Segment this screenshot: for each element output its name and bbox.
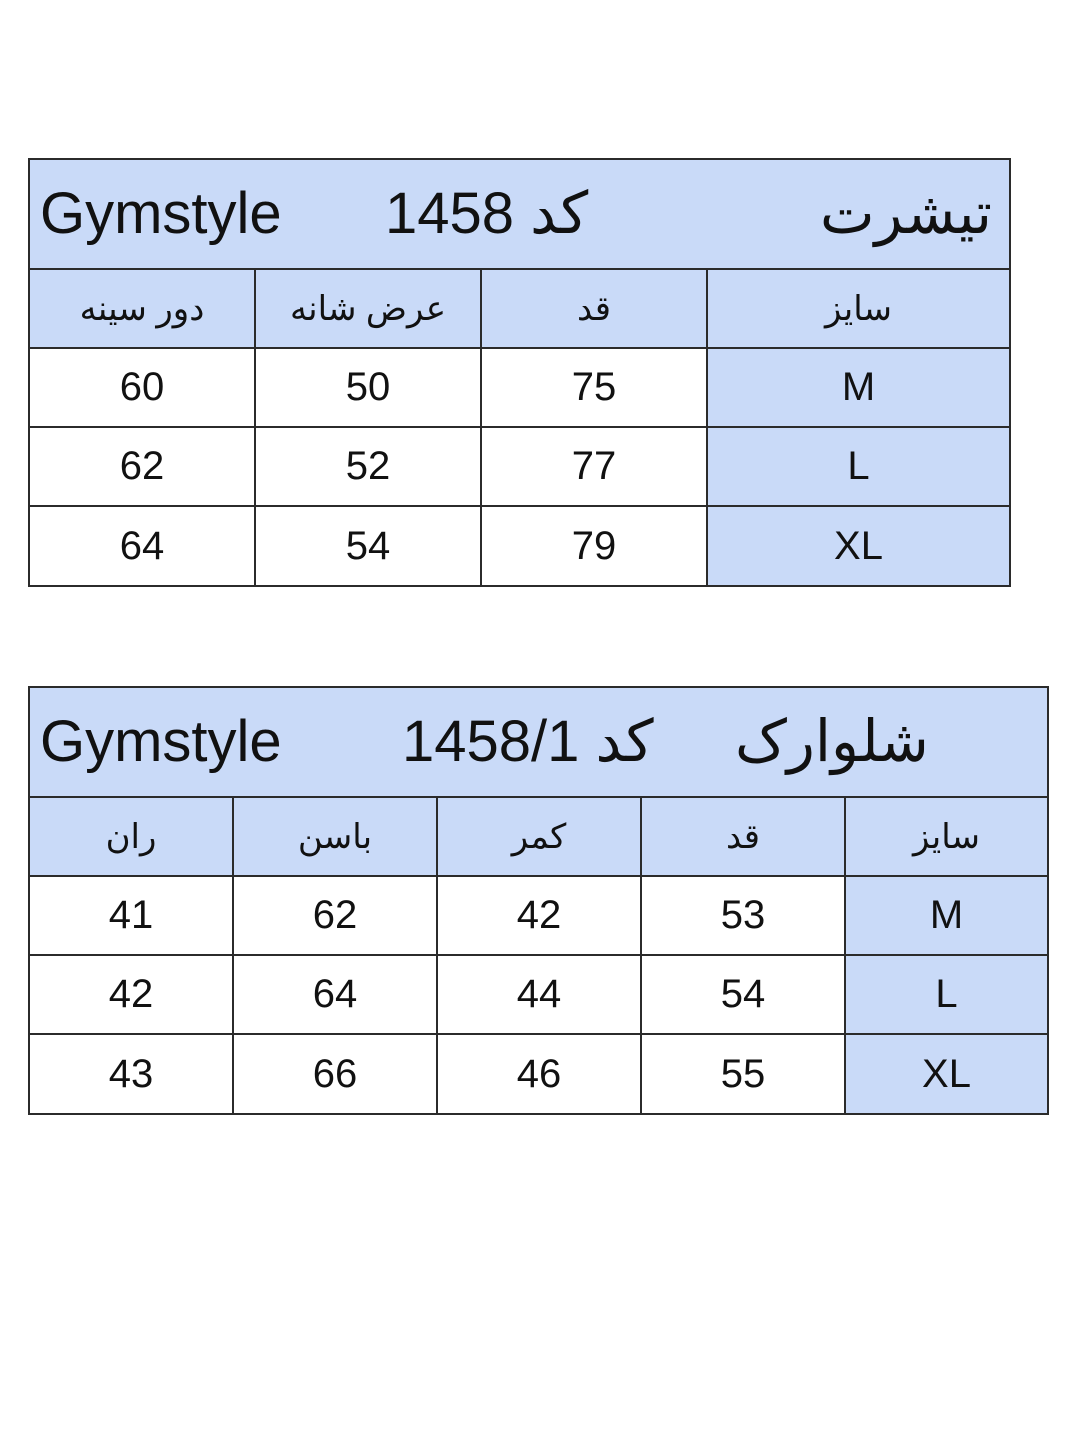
table-cell: 75 (482, 349, 708, 426)
brand-name: Gymstyle (40, 709, 282, 774)
table-cell: 66 (234, 1035, 438, 1113)
table-header-row (30, 270, 1009, 349)
table-cell: 43 (30, 1035, 234, 1113)
table-cell: 60 (30, 349, 256, 426)
header-size: سایز (708, 270, 1009, 347)
table-cell: 54 (256, 507, 482, 585)
tshirt-size-table (28, 158, 1011, 587)
header-length: قد (642, 798, 846, 875)
table-row (30, 507, 1009, 585)
table-cell: 46 (438, 1035, 642, 1113)
table-cell: 64 (234, 956, 438, 1033)
size-cell: XL (708, 507, 1009, 585)
table-cell: 55 (642, 1035, 846, 1113)
table-cell: 62 (30, 428, 256, 505)
size-cell: M (846, 877, 1047, 954)
header-shoulder: عرض شانه (256, 270, 482, 347)
brand-name: Gymstyle (40, 181, 282, 246)
table-row (30, 428, 1009, 507)
table-row (30, 956, 1047, 1035)
header-thigh: ران (30, 798, 234, 875)
table-cell: 79 (482, 507, 708, 585)
header-size: سایز (846, 798, 1047, 875)
table-cell: 42 (438, 877, 642, 954)
product-code: کد 1458/1 (402, 709, 654, 774)
table-cell: 62 (234, 877, 438, 954)
product-code: کد 1458 (385, 181, 589, 246)
size-cell: L (708, 428, 1009, 505)
header-waist: کمر (438, 798, 642, 875)
header-chest: دور سینه (30, 270, 256, 347)
table-cell: 44 (438, 956, 642, 1033)
table-cell: 54 (642, 956, 846, 1033)
header-length: قد (482, 270, 708, 347)
size-cell: M (708, 349, 1009, 426)
table-cell: 53 (642, 877, 846, 954)
table-cell: 52 (256, 428, 482, 505)
table-cell: 41 (30, 877, 234, 954)
product-name: شلوارک (735, 709, 929, 774)
header-hip: باسن (234, 798, 438, 875)
table-row (30, 349, 1009, 428)
table-row (30, 877, 1047, 956)
table-header-row (30, 798, 1047, 877)
table-cell: 64 (30, 507, 256, 585)
table-cell: 77 (482, 428, 708, 505)
shorts-size-table (28, 686, 1049, 1115)
shorts-title-bar (30, 688, 1047, 798)
size-cell: L (846, 956, 1047, 1033)
table-cell: 42 (30, 956, 234, 1033)
tshirt-title-bar (30, 160, 1009, 270)
size-cell: XL (846, 1035, 1047, 1113)
table-row (30, 1035, 1047, 1113)
table-cell: 50 (256, 349, 482, 426)
product-name: تیشرت (820, 181, 992, 246)
